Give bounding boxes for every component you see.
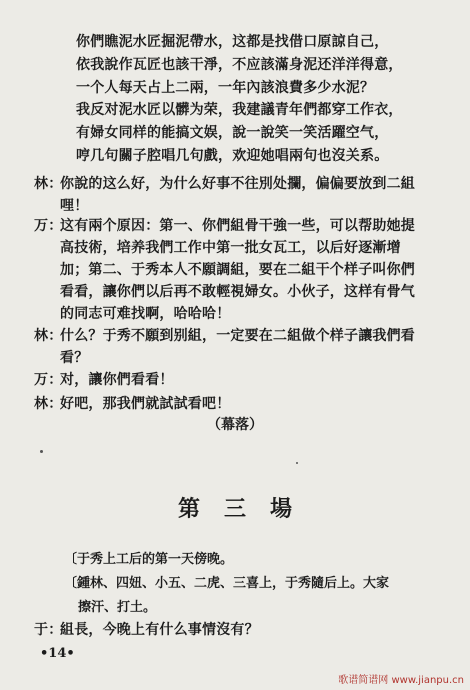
poem-line: 哼几句關子腔唱几句戲，欢迎她唱兩句也沒关系。 xyxy=(76,147,389,164)
dialogue-line: 什么？于秀不願到别組，一定要在二組做个样子讓我們看 xyxy=(60,328,415,344)
dialogue-line: 这有兩个原因：第一、你們組骨干強一些，可以帮助她提 xyxy=(60,218,415,234)
dialogue-line: 高技術，培养我們工作中第一批女瓦工，以后好逐漸增 xyxy=(60,240,401,256)
stage-direction: 擦汗、打土。 xyxy=(78,600,157,615)
dialogue-line: 看？ xyxy=(60,350,89,366)
dialogue-line: 好吧，那我們就試試看吧！ xyxy=(60,396,231,412)
dialogue-line: 組長，今晚上有什么事情沒有？ xyxy=(60,622,259,638)
speaker-label: 于： xyxy=(34,622,63,638)
print-speck xyxy=(296,462,298,464)
poem-line: 有婦女同样的能搞文娱，說一說笑一笑活躍空气， xyxy=(76,125,389,142)
speaker-label: 林： xyxy=(34,328,63,344)
dialogue-line: 看看，讓你們以后再不敢輕視婦女。小伙子，这样有骨气 xyxy=(60,284,415,300)
print-speck xyxy=(40,450,43,453)
dialogue-line: 哩！ xyxy=(60,198,89,214)
poem-line: 你們瞧泥水匠掘泥帶水，这都是找借口原諒自己， xyxy=(76,34,389,50)
watermark: 歌谱简谱网 www.jianpu.cn xyxy=(338,675,464,686)
page-number: •14• xyxy=(40,646,75,661)
dialogue-line: 对，讓你們看看！ xyxy=(60,372,174,388)
dialogue-line: 的同志可难找啊，哈哈哈！ xyxy=(60,306,231,322)
poem-line: 一个人每天占上二兩，一年內該浪費多少水泥？ xyxy=(76,79,375,96)
speaker-label: 林： xyxy=(34,176,63,192)
stage-direction: 〔鍾林、四妞、小五、二虎、三喜上，于秀隨后上。大家 xyxy=(64,576,390,591)
speaker-label: 万： xyxy=(34,372,63,388)
dialogue-line: 你說的这么好，为什么好事不往別处攔，偏偏要放到二組 xyxy=(60,176,415,192)
scene-title: 第三場 xyxy=(177,496,316,522)
poem-line: 我反对泥水匠以髒为荣，我建議青年們都穿工作衣， xyxy=(76,102,403,119)
stage-direction: 〔于秀上工后的第一天傍晚。 xyxy=(64,552,234,567)
dialogue-line: 加；第二、于秀本人不願調組，要在二組干个样子叫你們 xyxy=(60,262,415,278)
poem-line: 依我說作瓦匠也該干淨，不应該滿身泥还洋洋得意， xyxy=(76,56,403,73)
speaker-label: 林： xyxy=(34,396,63,412)
curtain-note: （幕落） xyxy=(207,417,263,433)
poem-block xyxy=(76,32,403,169)
speaker-label: 万： xyxy=(34,218,63,234)
